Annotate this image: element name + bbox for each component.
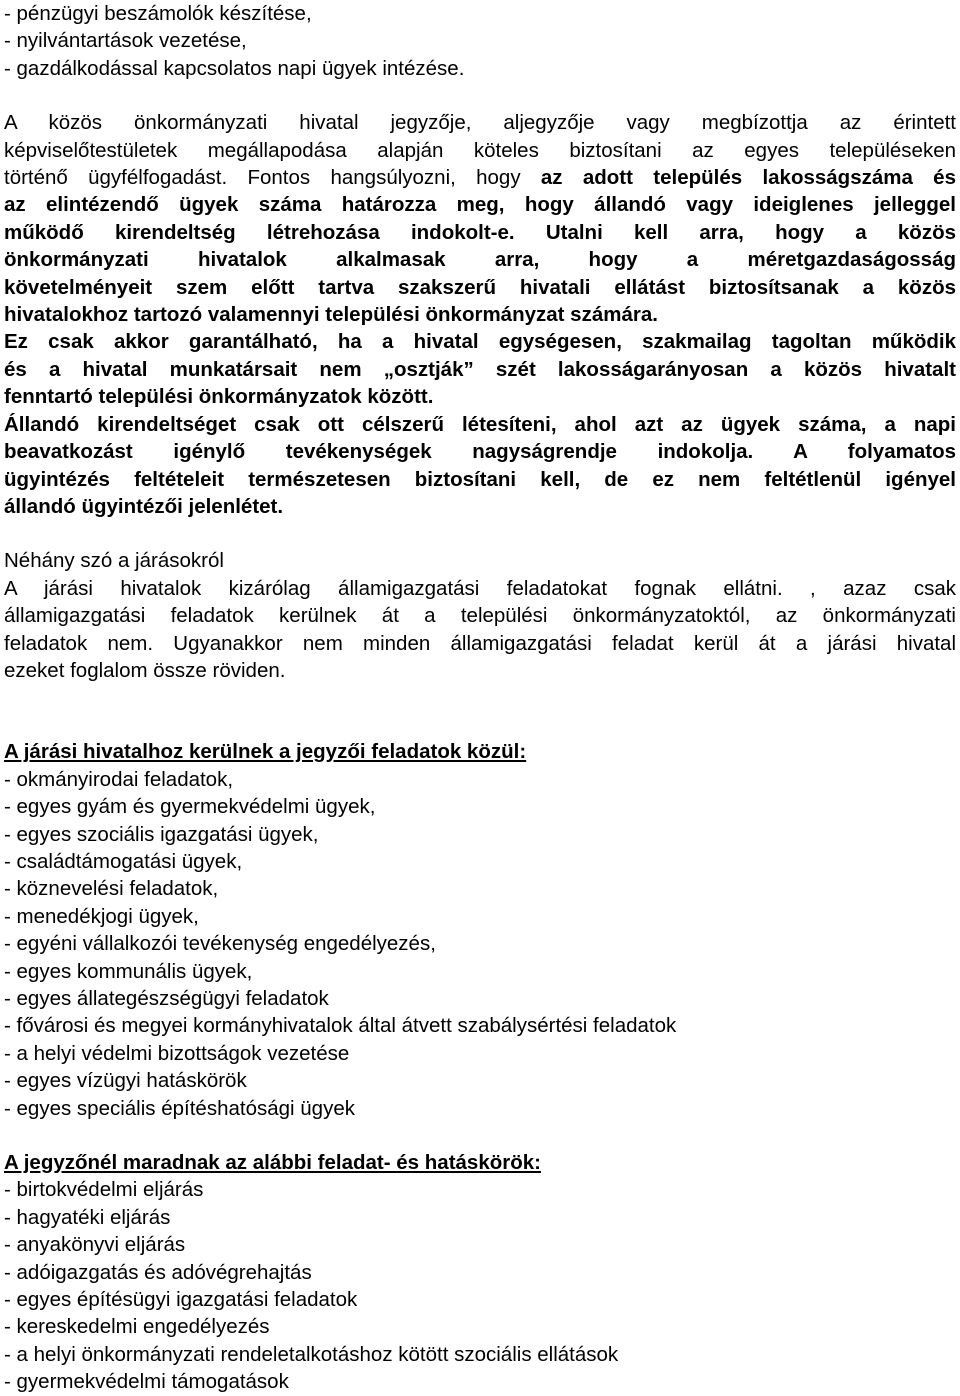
paragraph-allando-kirendeltseg [4, 411, 956, 521]
text-normal: történő ügyfélfogadást. Fontos hangsúlyozni, hogy [4, 166, 541, 190]
paragraph-line: A közös önkormányzati hivatal jegyzője, aljegyzője vagy megbízottja az érintett [4, 111, 956, 135]
text-bold: Utalni kell arra, hogy a közös [514, 220, 956, 244]
list-item: - pénzügyi beszámolók készítése, [4, 2, 312, 25]
list-item: - a helyi önkormányzati rendeletalkotáshoz kötött szociális ellátások [4, 1342, 619, 1366]
list-heading: A jegyzőnél maradnak az alábbi feladat- és hatáskörök: [4, 1151, 541, 1175]
top-list [4, 0, 956, 82]
paragraph-line: és a hivatal munkatársait nem „osztják” szét lakosságarányosan a közös hivatalt [4, 357, 956, 381]
paragraph-line: követelményeit szem előtt tartva szakszerű hivatali ellátást biztosítsanak a közös [4, 275, 956, 299]
paragraph-garantalhato [4, 328, 956, 410]
list-item: - adóigazgatás és adóvégrehajtás [4, 1260, 312, 1284]
list-jarasi-feladatok [4, 738, 956, 1122]
list-item: - egyes szociális igazgatási ügyek, [4, 822, 319, 846]
list-item: - nyilvántartások vezetése, [4, 29, 247, 53]
list-item: - gyermekvédelmi támogatások [4, 1370, 289, 1394]
list-item: - egyes gyám és gyermekvédelmi ügyek, [4, 795, 376, 819]
paragraph-line: A járási hivatalok kizárólag államigazgatási feladatokat fognak ellátni. , azaz csak [4, 576, 956, 600]
paragraph-line: képviselőtestületek megállapodása alapján köteles biztosítani az egyes településeken [4, 138, 956, 162]
paragraph-line [4, 219, 956, 246]
list-item: - a helyi védelmi bizottságok vezetése [4, 1041, 350, 1065]
list-item: - anyakönyvi eljárás [4, 1233, 186, 1257]
paragraph-line: az elintézendő ügyek száma határozza meg, hogy állandó vagy ideiglenes jelleggel [4, 193, 956, 217]
paragraph-line: állandó ügyintézői jelenlétet. [4, 494, 284, 518]
list-item: - birtokvédelmi eljárás [4, 1178, 204, 1202]
list-item: - családtámogatási ügyek, [4, 849, 243, 873]
paragraph-line: Ez csak akkor garantálható, ha a hivatal egységesen, szakmailag tagoltan működik [4, 330, 956, 354]
list-item: - kereskedelmi engedélyezés [4, 1315, 270, 1339]
paragraph-line: beavatkozást igénylő tevékenységek nagyságrendje indokolja. A folyamatos [4, 440, 956, 464]
text-bold: az adott település lakosságszáma és [540, 166, 956, 190]
spacer [4, 684, 956, 738]
list-jegyzo-feladatok [4, 1149, 956, 1396]
spacer [4, 520, 956, 547]
spacer [4, 1122, 956, 1149]
paragraph-line: önkormányzati hivatalok alkalmasak arra, hogy a méretgazdaságosság [4, 248, 956, 272]
list-item: - egyes kommunális ügyek, [4, 959, 253, 983]
paragraph-line: hivatalokhoz tartozó valamennyi települési önkormányzat számára. [4, 303, 658, 327]
list-item: - okmányirodai feladatok, [4, 767, 234, 791]
list-item: - menedékjogi ügyek, [4, 904, 199, 928]
paragraph-line [4, 164, 956, 191]
list-item: - gazdálkodással kapcsolatos napi ügyek intézése. [4, 56, 465, 80]
paragraph-line: ezeket foglalom össze röviden. [4, 658, 286, 682]
text-bold: működő kirendeltség létrehozása indokolt-e. [4, 220, 515, 244]
paragraph-line: fenntartó települési önkormányzatok között. [4, 385, 434, 409]
list-item: - hagyatéki eljárás [4, 1205, 171, 1229]
paragraph-line: Állandó kirendeltséget csak ott célszerű létesíteni, ahol azt az ügyek száma, a napi [4, 412, 956, 436]
paragraph-line: feladatok nem. Ugyanakkor nem minden államigazgatási feladat kerül át a járási hivatal [4, 631, 956, 655]
list-item: - egyes építésügyi igazgatási feladatok [4, 1288, 358, 1312]
list-item: - fővárosi és megyei kormányhivatalok által átvett szabálysértési feladatok [4, 1014, 677, 1038]
list-item: - egyes állategészségügyi feladatok [4, 987, 329, 1010]
list-heading: A járási hivatalhoz kerülnek a jegyzői feladatok közül: [4, 740, 527, 764]
section-heading: Néhány szó a járásokról [4, 549, 224, 573]
paragraph-line: ügyintézés feltételeit természetesen biztosítani kell, de ez nem feltétlenül igényel [4, 467, 956, 491]
list-item: - egyes speciális építéshatósági ügyek [4, 1096, 355, 1120]
paragraph-kozos-hivatal [4, 109, 956, 328]
paragraph-line: államigazgatási feladatok kerülnek át a települési önkormányzatoktól, az önkormányzati [4, 604, 956, 628]
section-jarasok [4, 547, 956, 684]
list-item: - egyéni vállalkozói tevékenység engedélyezés, [4, 932, 436, 956]
list-item: - egyes vízügyi hatáskörök [4, 1069, 247, 1093]
spacer [4, 82, 956, 109]
list-item: - köznevelési feladatok, [4, 877, 219, 901]
